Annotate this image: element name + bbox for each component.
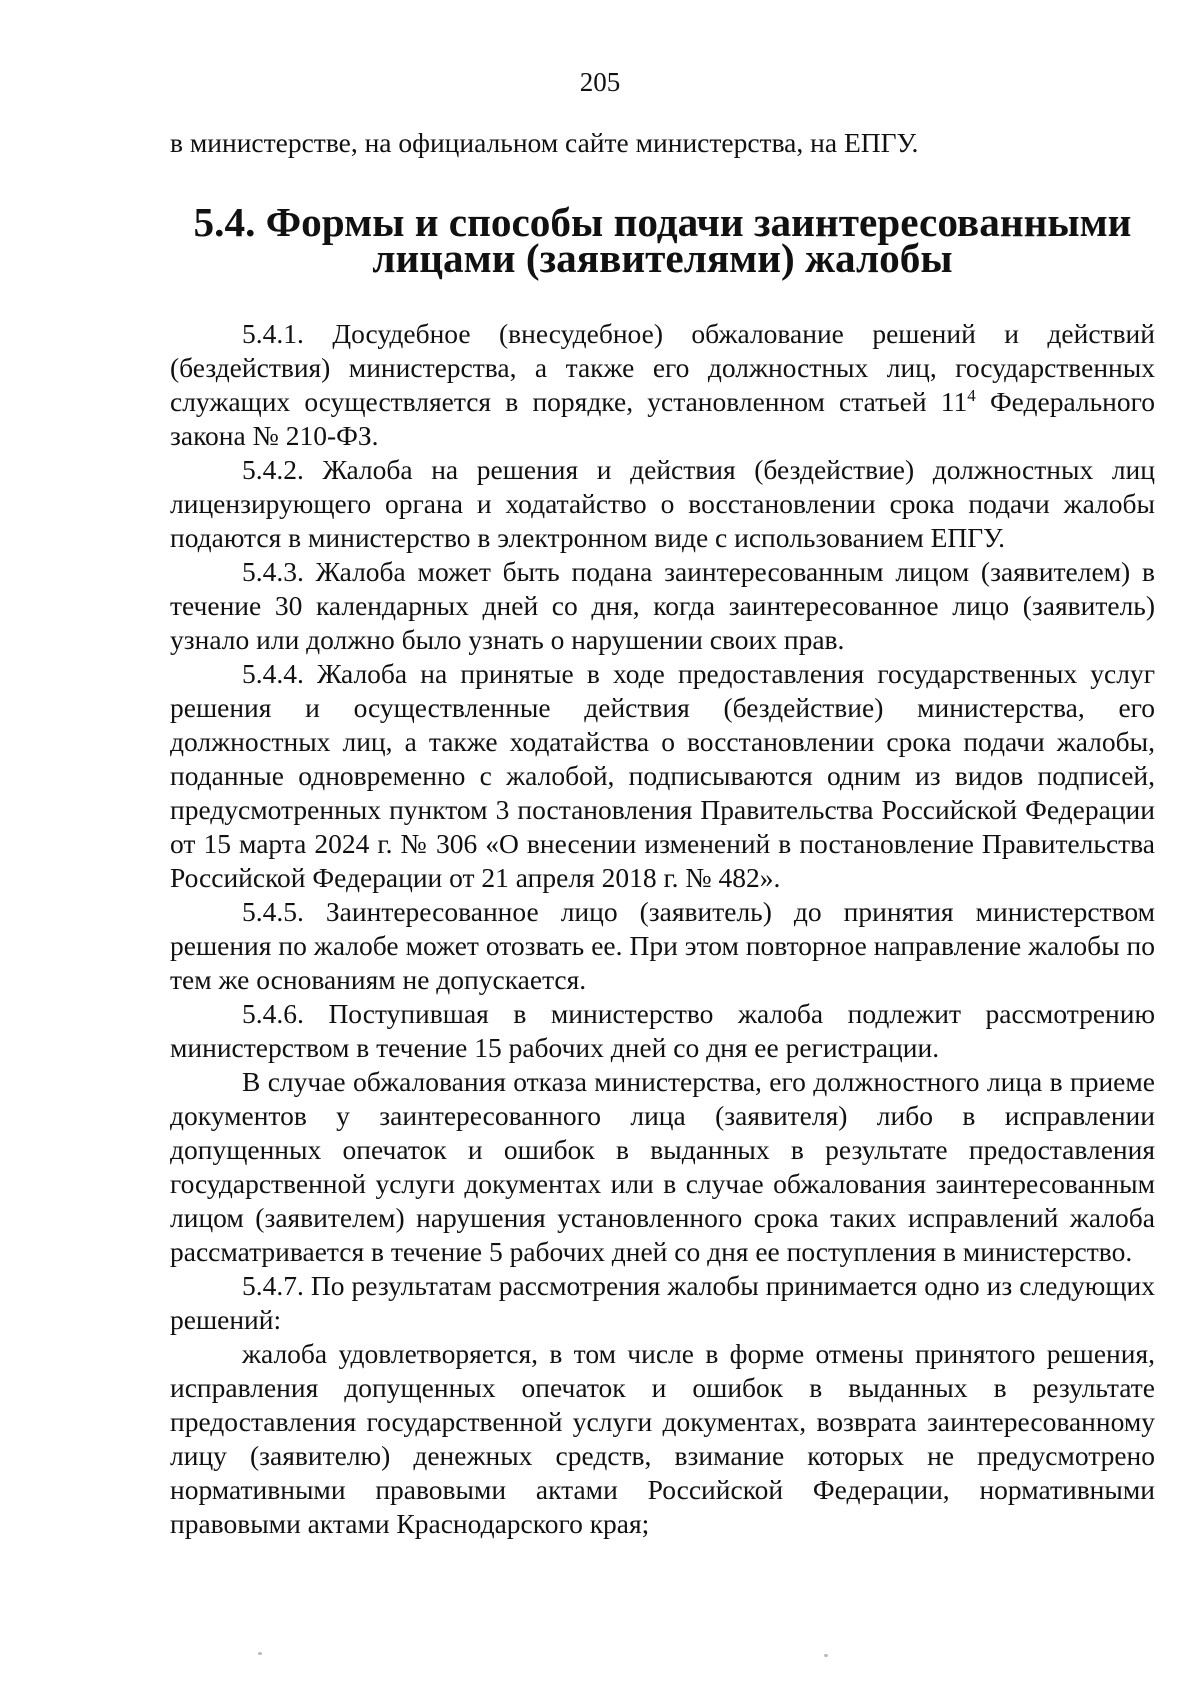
paragraph-5-4-7: 5.4.7. По результатам рассмотрения жалобы принимается одно из следующих решений:	[170, 1270, 1155, 1335]
section-heading-line-2: лицами (заявителями) жалобы	[372, 235, 953, 281]
paragraph-appeal-case: В случае обжалования отказа министерства, его должностного лица в приеме документов у заинтересованного лица (заявителя) либо в исправлении допущенных опечаток и ошибок в выданных в результате предоставления государственной услуги документах или в случае обжалования заинтересованным лицом (заявителем) нарушения установленного срока таких исправлений жалоба рассматривается в течение 5 рабочих дней со дня ее поступления в министерство.	[170, 1066, 1155, 1267]
section-heading	[170, 199, 1155, 281]
scan-speck	[824, 1654, 828, 1657]
paragraph-5-4-1-text: 5.4.1. Досудебное (внесудебное) обжалование решений и действий (бездействия) министерства, а также его должностных лиц, государственных служащих осуществляется в порядке, установленном статьей 11	[170, 318, 1155, 417]
paragraph-complaint-satisfied: жалоба удовлетворяется, в том числе в форме отмены принятого решения, исправления допущенных опечаток и ошибок в выданных в результате предоставления государственной услуги документах, возврата заинтересованному лицу (заявителю) денежных средств, взимание которых не предусмотрено нормативными правовыми актами Российской Федерации, нормативными правовыми актами Краснодарского края;	[170, 1338, 1155, 1539]
paragraph-5-4-4: 5.4.4. Жалоба на принятые в ходе предоставления государственных услуг решения и осуществленные действия (бездействие) министерства, его должностных лиц, а также ходатайства о восстановлении срока подачи жалобы, поданные одновременно с жалобой, подписываются одним из видов подписей, предусмотренных пунктом 3 постановления Правительства Российской Федерации от 15 марта 2024 г. № 306 «О внесении изменений в постановление Правительства Российской Федерации от 21 апреля 2018 г. № 482».	[170, 658, 1155, 893]
scan-speck	[258, 1652, 262, 1655]
paragraph-5-4-3: 5.4.3. Жалоба может быть подана заинтересованным лицом (заявителем) в течение 30 календарных дней со дня, когда заинтересованное лицо (заявитель) узнало или должно было узнать о нарушении своих прав.	[170, 556, 1155, 655]
paragraph-5-4-1-text-end: Федерального закона № 210-ФЗ.	[170, 386, 1155, 451]
section-heading-line-1: 5.4. Формы и способы подачи заинтересованными	[193, 199, 1132, 245]
paragraph-5-4-1	[170, 317, 1155, 453]
paragraph-5-4-5: 5.4.5. Заинтересованное лицо (заявитель) до принятия министерством решения по жалобе может отозвать ее. При этом повторное направление жалобы по тем же основаниям не допускается.	[170, 896, 1155, 995]
paragraph-5-4-6: 5.4.6. Поступившая в министерство жалоба подлежит рассмотрению министерством в течение 15 рабочих дней со дня ее регистрации.	[170, 998, 1155, 1063]
article-superscript: 4	[967, 385, 976, 405]
continuation-line: в министерстве, на официальном сайте министерства, на ЕПГУ.	[170, 127, 919, 158]
document-body	[170, 126, 1155, 1541]
paragraph-5-4-2: 5.4.2. Жалоба на решения и действия (бездействие) должностных лиц лицензирующего органа и ходатайство о восстановлении срока подачи жалобы подаются в министерство в электронном виде с использованием ЕПГУ.	[170, 454, 1155, 553]
page-number: 205	[579, 67, 621, 97]
